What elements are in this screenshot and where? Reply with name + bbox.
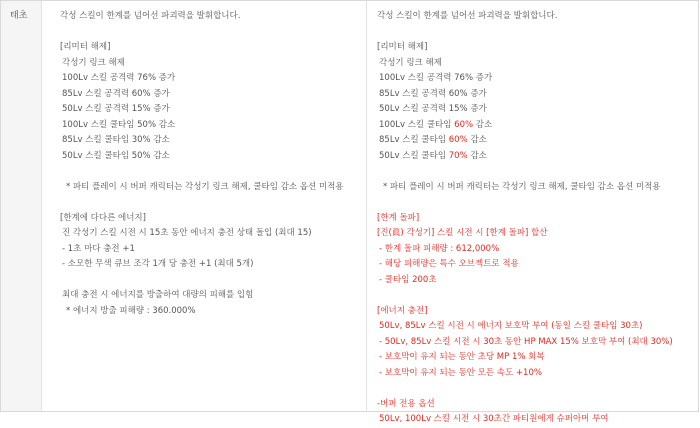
after-text-line: 각성기 링크 해제	[379, 57, 442, 68]
row-label: 태초	[10, 11, 28, 21]
after-text-line: - 쿨타임 200초	[379, 274, 437, 285]
after-text-line: -버퍼 전용 옵션	[377, 398, 435, 409]
spacer	[60, 273, 366, 289]
after-text-line: 각성 스킬이 한계를 넘어선 파괴력을 발휘합니다.	[377, 11, 558, 21]
before-text-line: 100Lv 스킬 공격력 76% 증가	[62, 73, 176, 83]
changed-value: 60%	[448, 135, 468, 145]
spacer	[377, 25, 700, 41]
after-text-line: - 보호막이 유지 되는 동안 초당 MP 1% 회복	[379, 352, 545, 362]
text-segment: 100Lv 스킬 쿨타임	[379, 119, 455, 130]
before-text-line: 50Lv 스킬 쿨타임 50% 감소	[62, 150, 170, 161]
after-text-line: - 한계 돌파 피해량 : 612,000%	[379, 243, 500, 254]
spacer	[377, 195, 700, 211]
changed-value: 60%	[454, 119, 474, 130]
after-text-line: 50Lv, 100Lv 스킬 시전 시 30초간 파티원에게 슈퍼아머 부여	[379, 414, 609, 424]
spacer	[60, 195, 366, 211]
spacer	[60, 25, 366, 41]
before-text-line: - 1초 마다 충전 +1	[62, 243, 135, 254]
after-text-line	[377, 149, 700, 165]
text-segment: 감소	[467, 150, 487, 161]
before-text-line: * 파티 플레이 시 버퍼 캐릭터는 각성기 링크 해제, 쿨타임 감소 옵션 미적용	[66, 181, 344, 192]
after-text-line: 50Lv, 85Lv 스킬 시전 시 에너지 보호막 부여 (동일 스킬 쿨타임 30초)	[379, 321, 643, 331]
after-text-line: [리미터 해제]	[377, 42, 428, 52]
before-text-line: 각성기 링크 해제	[62, 57, 125, 68]
before-text-line: 85Lv 스킬 공격력 60% 증가	[62, 88, 170, 99]
after-text-line: - 보호막이 유지 되는 동안 모든 속도 +10%	[379, 367, 542, 378]
before-text-line: [한계에 다다른 에너지]	[60, 212, 146, 223]
before-text-line: - 소모한 무색 큐브 조각 1개 당 충전 +1 (최대 5개)	[62, 259, 254, 269]
before-text-line: 최대 충전 시 에너지를 방출하여 대량의 피해를 입힘	[62, 290, 254, 300]
before-text-line: 100Lv 스킬 쿨타임 50% 감소	[62, 119, 176, 130]
spacer	[377, 164, 700, 180]
before-text-line: [리미터 해제]	[60, 42, 111, 52]
before-text-line: 각성 스킬이 한계를 넘어선 파괴력을 발휘합니다.	[60, 11, 241, 21]
spacer	[377, 288, 700, 304]
text-segment: 감소	[473, 119, 493, 130]
text-segment: 감소	[467, 135, 487, 145]
before-text-line: * 에너지 방출 피해량 : 360.000%	[66, 305, 196, 316]
before-text-line: 85Lv 스킬 쿨타임 30% 감소	[62, 135, 170, 145]
before-text-line: 진 각성기 스킬 시전 시 15초 동안 에너지 충전 상태 돌입 (최대 15)	[62, 228, 312, 238]
changed-value: 70%	[448, 150, 468, 161]
after-text-line: [에너지 충전]	[377, 305, 428, 316]
text-segment: 85Lv 스킬 쿨타임	[379, 135, 449, 145]
after-text-line: 100Lv 스킬 공격력 76% 증가	[379, 73, 493, 83]
after-column	[367, 1, 700, 424]
after-text-line: 50Lv 스킬 공격력 15% 증가	[379, 104, 487, 114]
after-text-line: - 해당 피해량은 특수 오브젝트로 적용	[379, 259, 519, 269]
after-text-line	[377, 133, 700, 149]
after-text-line: - 50Lv, 85Lv 스킬 시전 시 30초 동안 HP MAX 15% 보호막 부여 (최대 30%)	[379, 336, 673, 347]
before-text-line: 50Lv 스킬 공격력 15% 증가	[62, 104, 170, 114]
after-text-line: [진(眞) 각성기] 스킬 시전 시 [한계 돌파] 합산	[377, 228, 548, 238]
after-text-line: [한계 돌파]	[377, 212, 420, 223]
after-text-line: * 파티 플레이 시 버퍼 캐릭터는 각성기 링크 해제, 쿨타임 감소 옵션 미적용	[383, 181, 661, 192]
after-text-line	[377, 118, 700, 134]
text-segment: 50Lv 스킬 쿨타임	[379, 150, 449, 161]
after-text-line: 85Lv 스킬 공격력 60% 증가	[379, 88, 487, 99]
before-column	[42, 1, 367, 411]
row-label-cell	[1, 1, 42, 411]
spacer	[60, 164, 366, 180]
spacer	[377, 381, 700, 397]
